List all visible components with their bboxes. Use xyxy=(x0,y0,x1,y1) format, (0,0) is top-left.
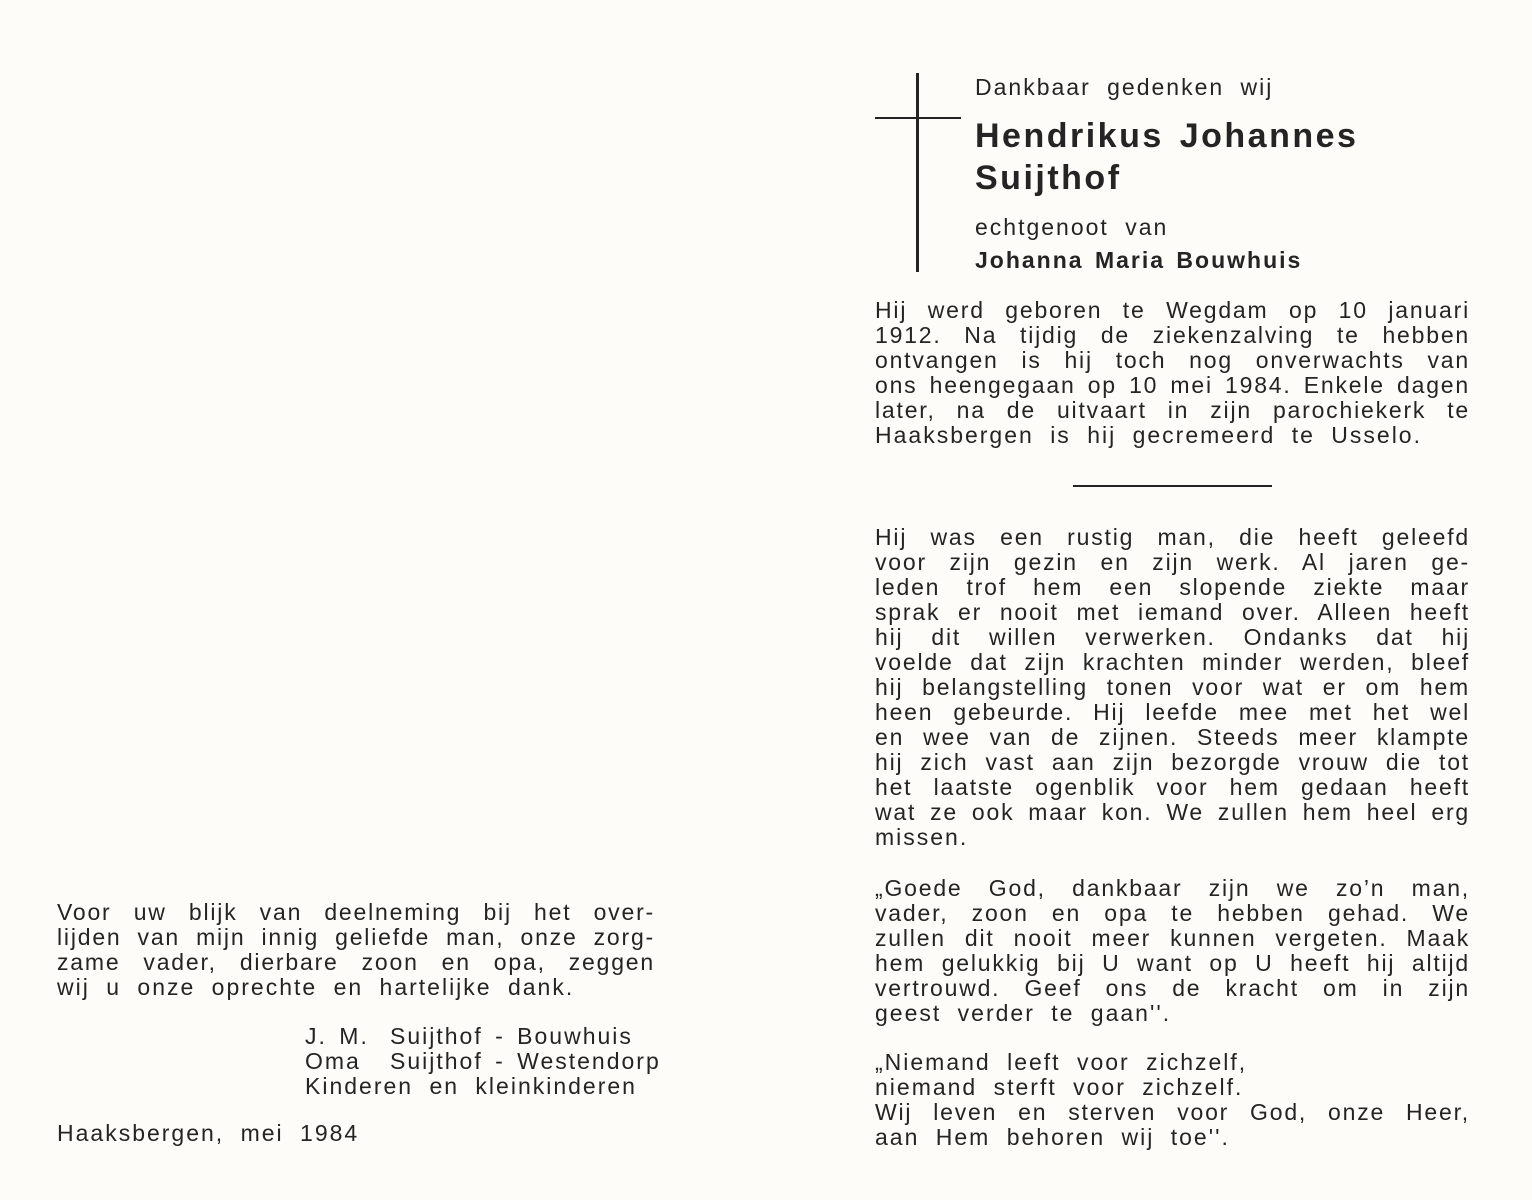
signature-family: Kinderen en kleinkinderen xyxy=(305,1073,637,1099)
tribute-paragraph xyxy=(875,525,1470,850)
prayer-line: hem gelukkig bij U want op U heeft hij altijd xyxy=(875,950,1470,976)
signature-line xyxy=(305,1024,661,1049)
deceased-name xyxy=(975,115,1358,199)
prayer-line: vader, zoon en opa te hebben gehad. We xyxy=(875,900,1470,926)
prayer-line: zullen dit nooit meer kunnen vergeten. Maak xyxy=(875,925,1470,951)
tribute-line: hij zich vast aan zijn bezorgde vrouw die tot xyxy=(875,749,1470,775)
thanks-line: lijden van mijn innig geliefde man, onze zorg- xyxy=(57,924,655,950)
tribute-line: voor zijn gezin en zijn werk. Al jaren ge- xyxy=(875,549,1470,575)
verse-line: aan Hem behoren wij toe''. xyxy=(875,1124,1230,1150)
prayer-line: vertrouwd. Geef ons de kracht om in zijn xyxy=(875,975,1470,1001)
prayer-line: „Goede God, dankbaar zijn we zo’n man, xyxy=(875,875,1470,901)
cross-vertical-bar xyxy=(916,73,919,272)
signature-name: Suijthof - Bouwhuis xyxy=(390,1023,633,1049)
spouse-name: Johanna Maria Bouwhuis xyxy=(975,247,1303,273)
tribute-line: heen gebeurde. Hij leefde mee met het wel xyxy=(875,699,1470,725)
prayer-paragraph xyxy=(875,876,1470,1026)
tribute-line: wat ze ook maar kon. We zullen hem heel erg xyxy=(875,799,1470,825)
tribute-line: en wee van de zijnen. Steeds meer klampte xyxy=(875,724,1470,750)
prayer-line: geest verder te gaan''. xyxy=(875,1000,1172,1026)
signature-line xyxy=(305,1049,661,1074)
signatures xyxy=(305,1024,661,1099)
verse-paragraph xyxy=(875,1050,1470,1150)
tribute-line: het laatste ogenblik voor hem gedaan heeft xyxy=(875,774,1470,800)
biography-line: later, na de uitvaart in zijn parochiekerk te xyxy=(875,397,1470,423)
deceased-name-line1: Hendrikus Johannes xyxy=(975,117,1359,155)
thanks-line: Voor uw blijk van deelneming bij het over- xyxy=(57,899,655,925)
biography-line: ons heengegaan op 10 mei 1984. Enkele dagen xyxy=(875,372,1470,398)
tribute-line: hij belangstelling tonen voor wat er om hem xyxy=(875,674,1470,700)
biography-line: Haaksbergen is hij gecremeerd te Usselo. xyxy=(875,422,1422,448)
place-date: Haaksbergen, mei 1984 xyxy=(57,1120,360,1146)
verse-line: niemand sterft voor zichzelf. xyxy=(875,1074,1244,1100)
tribute-line: hij dit willen verwerken. Ondanks dat hij xyxy=(875,624,1470,650)
deceased-name-line2: Suijthof xyxy=(975,159,1122,197)
cross-horizontal-bar xyxy=(875,117,961,119)
thanks-paragraph xyxy=(57,900,655,1000)
tribute-line: missen. xyxy=(875,824,969,850)
signature-prefix: J. M. xyxy=(305,1023,369,1049)
tribute-line: sprak er nooit met iemand over. Alleen heeft xyxy=(875,599,1470,625)
verse-line: „Niemand leeft voor zichzelf, xyxy=(875,1049,1248,1075)
section-divider xyxy=(1073,485,1272,487)
biography-line: ontvangen is hij toch nog onverwachts van xyxy=(875,347,1470,373)
thanks-line: wij u onze oprechte en hartelijke dank. xyxy=(57,974,575,1000)
tribute-line: Hij was een rustig man, die heeft geleefd xyxy=(875,524,1470,550)
spouse-label: echtgenoot van xyxy=(975,214,1169,240)
biography-line: 1912. Na tijdig de ziekenzalving te hebben xyxy=(875,322,1470,348)
intro-line: Dankbaar gedenken wij xyxy=(975,74,1274,100)
biography-line: Hij werd geboren te Wegdam op 10 januari xyxy=(875,297,1470,323)
verse-line: Wij leven en sterven voor God, onze Heer, xyxy=(875,1099,1470,1125)
signature-prefix: Oma xyxy=(305,1048,361,1074)
biography-paragraph xyxy=(875,298,1470,448)
tribute-line: voelde dat zijn krachten minder werden, bleef xyxy=(875,649,1470,675)
tribute-line: leden trof hem een slopende ziekte maar xyxy=(875,574,1470,600)
signature-name: Suijthof - Westendorp xyxy=(390,1048,661,1074)
thanks-line: zame vader, dierbare zoon en opa, zeggen xyxy=(57,949,655,975)
